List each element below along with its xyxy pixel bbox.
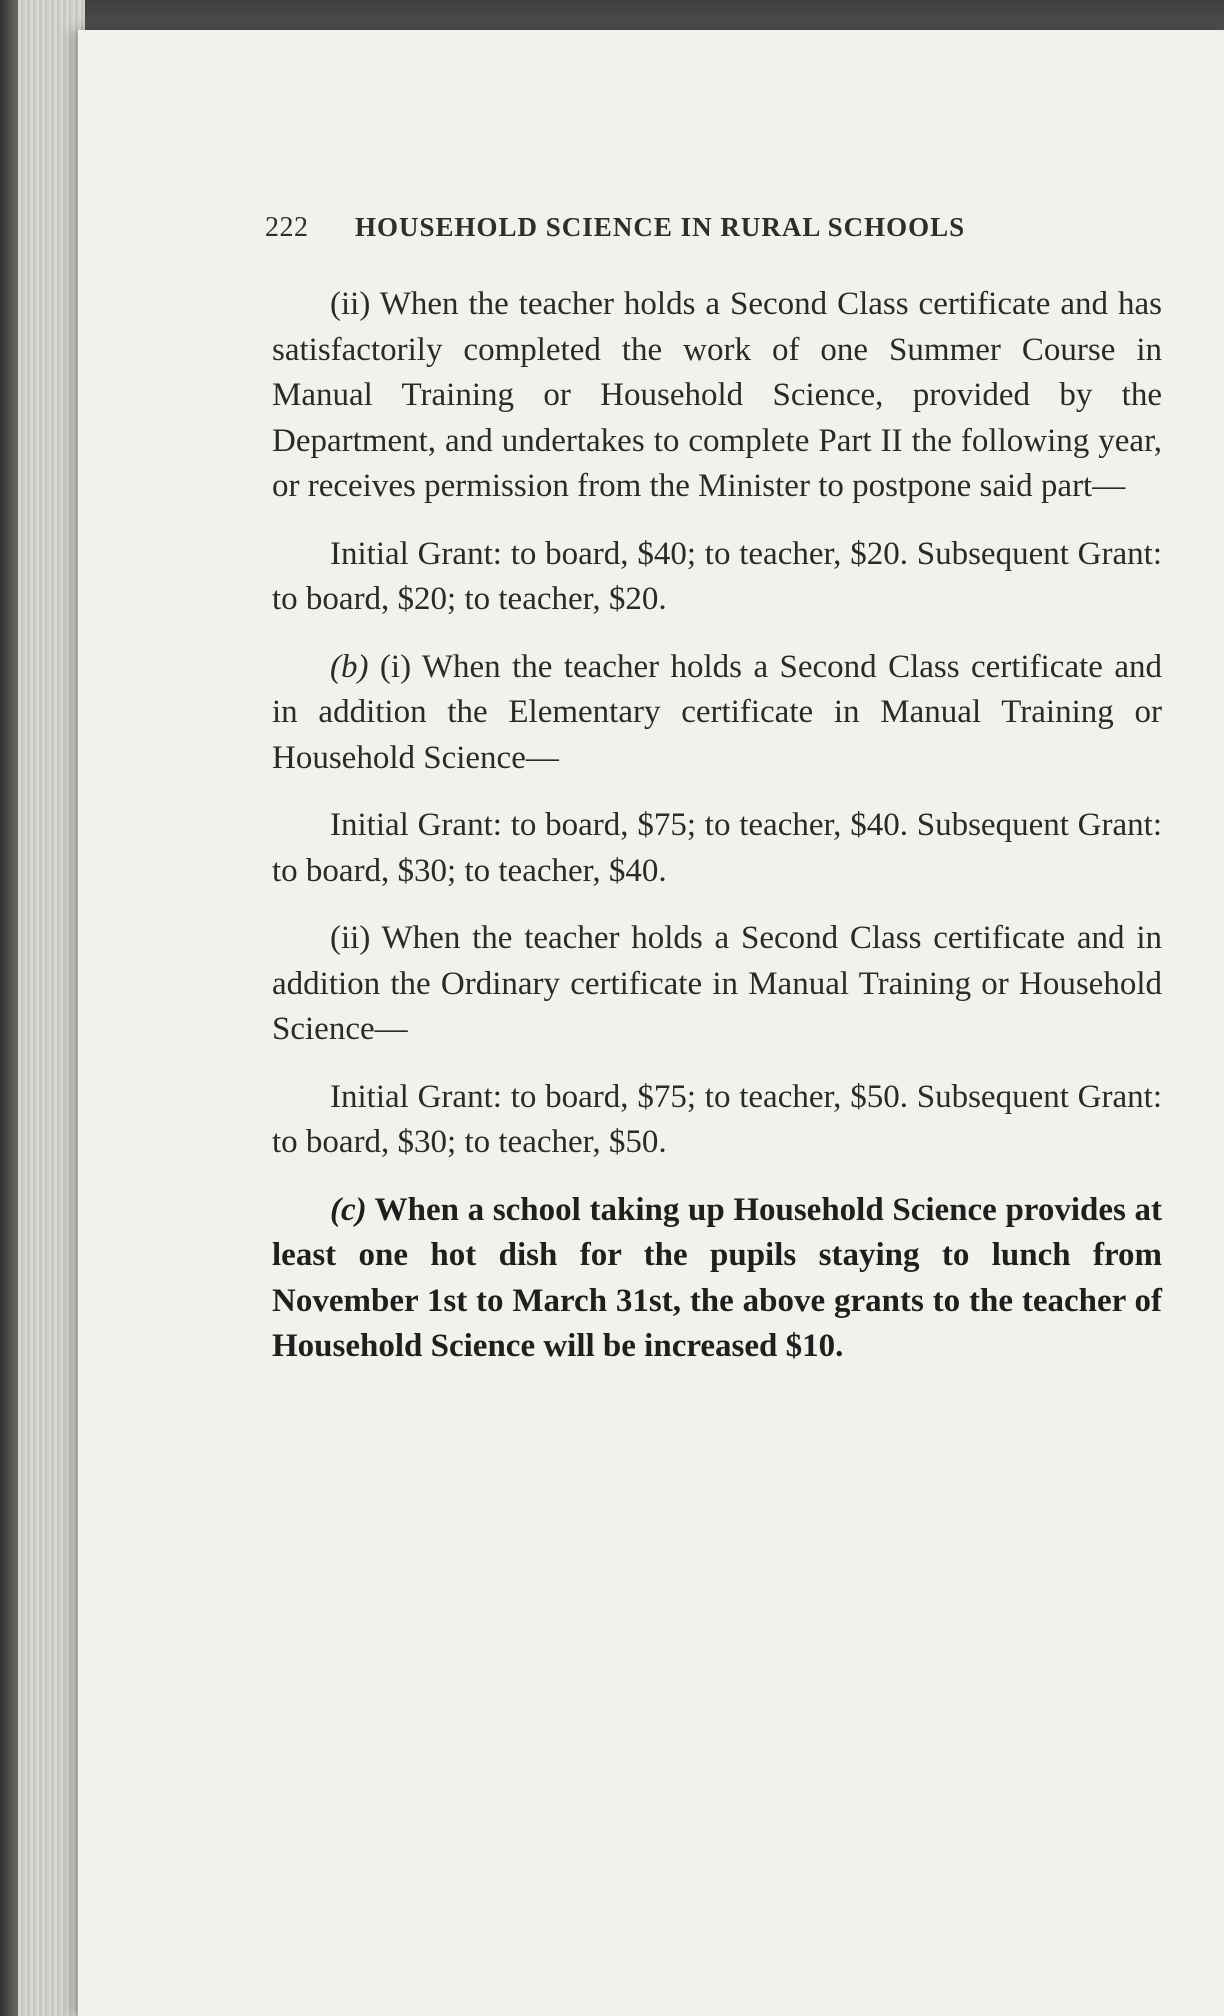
- page-body: [272, 282, 1162, 1392]
- paragraph-text: When a school taking up Household Science provides at least one hot dish for the pupils staying to lunch from November 1st to March 31st, the above grants to the teacher of Household Science will be increased $10.: [272, 1191, 1162, 1364]
- paragraph-lead: (b): [330, 648, 369, 685]
- paragraph-a-ii: [272, 282, 1162, 510]
- page-number: 222: [265, 212, 309, 243]
- running-title: HOUSEHOLD SCIENCE IN RURAL SCHOOLS: [355, 212, 966, 242]
- running-header: [265, 212, 1065, 244]
- grant-paragraph-2: [272, 803, 1162, 894]
- paragraph-text: Initial Grant: to board, $75; to teacher, $40. Subsequent Grant: to board, $30; to teacher, $40.: [272, 807, 1162, 889]
- paragraph-lead: (ii): [330, 286, 371, 322]
- paragraph-text: Initial Grant: to board, $75; to teacher, $50. Subsequent Grant: to board, $30; to teacher, $50.: [272, 1078, 1162, 1160]
- paragraph-b-i: [272, 645, 1162, 782]
- grant-paragraph-3: [272, 1075, 1162, 1166]
- paragraph-lead: (ii): [330, 920, 371, 956]
- paragraph-text: (i) When the teacher holds a Second Class certificate and in addition the Elementary certificate in Manual Training or Household Science—: [272, 648, 1162, 776]
- paragraph-text: When the teacher holds a Second Class certificate and in addition the Ordinary certificate in Manual Training or Household Science—: [272, 920, 1162, 1047]
- paragraph-lead: (c): [330, 1191, 367, 1228]
- paragraph-b-ii: [272, 916, 1162, 1053]
- book-page-edges: [0, 0, 85, 2016]
- paragraph-c: [272, 1188, 1162, 1370]
- paragraph-text: Initial Grant: to board, $40; to teacher, $20. Subsequent Grant: to board, $20; to teacher, $20.: [272, 535, 1162, 617]
- grant-paragraph-1: [272, 532, 1162, 623]
- paragraph-text: When the teacher holds a Second Class certificate and has satisfactorily completed the work of one Summer Course in Manual Training or Household Science, provided by the Department, and undertakes to complete Part II the following year, or receives permission from the Minister to postpone said part—: [272, 286, 1162, 504]
